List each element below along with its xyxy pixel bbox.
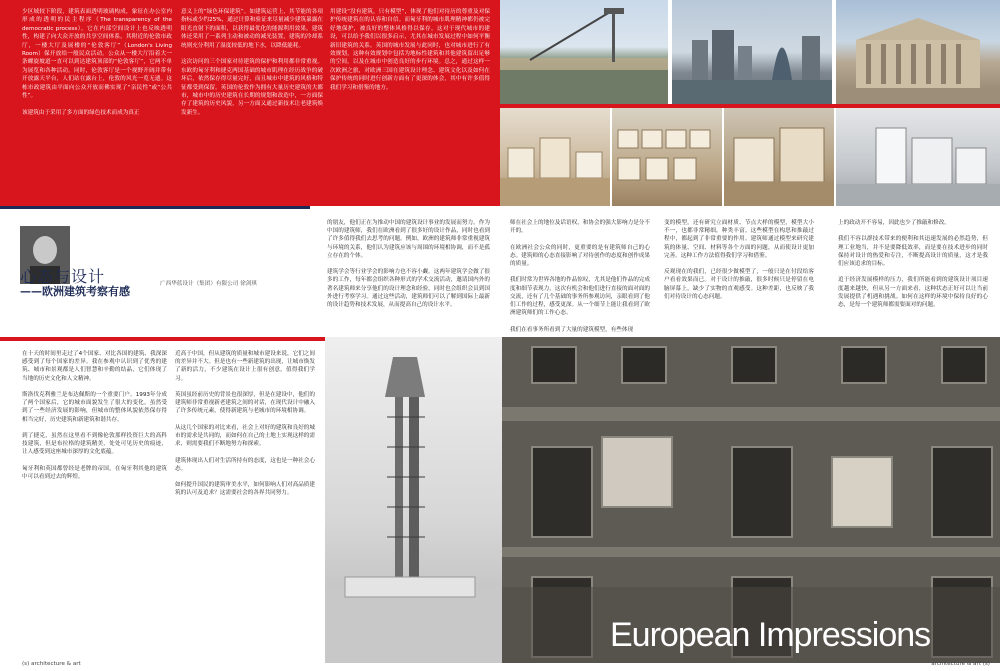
mid-text-col-2: 师在社会上的地位及话语权，和协会的强大影响力是分不开的。 在欧洲社会公众的同时，更重要的是有建筑师自己的心态。建筑师的心态直接影响了对待创作的态度和创作成果的质量。 我们时常为世界各地的作品惊叹，尤其是他们作品的完成度和细节表现力，这次有机会和他们进行直接的面对面的交流，还有了几个基础的事务所参观访问，亲眼看到了他们工作的过程，感受更深。从一个细节上能让我看到了欧洲建筑师们的工作心态。 我们在看事务所看到了大量的建筑模型，有些体现 (510, 220, 650, 333)
photo-london-skyline (672, 0, 832, 104)
photo-budapest-heroes-square (836, 0, 1000, 104)
top-text-col-2: 意义上的“绿色环保建筑”。如建筑运营上，其节能的各项指标或少约25%，通过计算和验证来尽量减少建筑暴露在阳光直射下的面积，以获得最优化的能源利用效果。建筑体还采用了一系列主动和被动的减光装置，建筑的冷却系统则充分利用了湿度较低的地下水，以降低能耗。 这次访问的三个国家对待建筑的保护和利用都非常重视。东欧的匈牙利和捷克两国基础的城市肌理在经历战争的破坏后，依然保存得尽量完好，而且城市中建筑的风格和特征都受到保留。英国的伦敦作为拥有大量历史建筑的大都市，城市中的历史建筑在长期的规划和改造中，一方面保存了建筑的历史风貌，另一方面又通过新技术让老建筑焕发新生。 (181, 9, 323, 116)
article-byline: 广西华蓝设计（集团）有限公司 徐剑琪 (160, 281, 257, 287)
article-title: 心态与设计 (20, 267, 106, 286)
english-title: European Impressions (610, 616, 931, 654)
footer-right: architecture & art (s) (931, 661, 990, 667)
photo-architecture-models-4 (836, 108, 1000, 206)
mid-text-col-3: 变的模型，还有研究立面材质、节点大样的模型，模型大小不一，也都非常精细，种类丰富。这些模型在构思和推敲过程中，都起到了非常重要的作用。建筑师通过模型来研究建筑的体量、空间、材料等各个方面的问题，从而使设计更加完善。这种工作方法值得我们学习和借鉴。 反观现在的我们，已经很少做模型了，一般只是在付段给客户看看效果而已。对于设计的推敲，很多时候只是停留在电脑屏幕上，缺少了实物的直观感受。这种差距，也反映了我们对待设计的心态问题。 (664, 220, 814, 300)
photo-old-building-facade (502, 337, 1000, 663)
photo-bratislava-ufo-bridge (500, 0, 668, 104)
top-text-col-1: 少区域较下阶段，建筑表面透明玻璃构成，象征在办公室内形成的透明的民主程序（The transparency of the democratic process）。它在内部空间设计上也反映透明性，构建了向大众开放的共享空间体系。其附近的伦敦市政厅，一楼大厅及展楼的“伦敦客厅”（London's Living Room）保开放给一般民众活动。公众从一楼大厅沿着大一条螺旋坡道一直可以到达建筑顶部的“伦敦客厅”，它两不单为展览和各种活动。同时，伦敦客厅是一个视野开阔并带有开放露天平台，人们站在露台上，伦敦的风光一览无遗。这栋市政建筑由平面向公众开放而佛实现了“亲民性”或“公共性”。 该建筑由于采用了多方面的绿色技术而成为真正 (22, 9, 172, 116)
photo-architecture-models-3 (724, 108, 834, 206)
footer-left: (s) architecture & art (22, 661, 81, 667)
navy-rule (0, 206, 310, 209)
bottom-text-col-1: 在十天的时间里走过了4个国家、对比各国的建筑、我深深感受到了每个国家的差异。我在参观中认识到了优秀的建筑、城市和景观都是人们智慧和辛勤的结晶，它们体现了当地的历史文化和人文精神。 斯洛伐克利雅兰是布达佩斯的一个重要门户。1993年分成了两个国家后，它的城市面貌发生了很大的变化。虽然受到了一些经济发展的影响，但城市的整体风貌依然保存得相当完好，历史建筑和新建筑和谐共存。 到了捷克，虽然在这里看不到像伦敦那样投资巨大的高科技建筑，但是布拉格的建筑精美，处处可见历史的痕迹，让人感受到这座城市深厚的文化底蕴。 匈牙利和英国都曾经是老牌的帝国，在匈牙利其他的建筑中可以看到过去的辉煌。 (22, 351, 167, 481)
bottom-text-col-2: 近高于中国，但从建筑的质量和城市建设来说，它们之间的差异并不大。但是也有一些新建筑的出现，让城市焕发了新的活力，不少建筑在设计上很有创意，值得我们学习。 英国虽经前历史的背景也很深厚，但是在建设中，他们的建筑师非常重视新老建筑之间的对话，在现代设计中融入了许多传统元素，使得新建筑与老城市的环境相协调。 从这几个国家的对比来看，社会上对好的建筑和良好的城市的需求是共同的，而如何在自己的土地上实现这样的需求，则需要我们不断地努力和探索。 建筑体现出人们对生活所持有的态度，这也是一种社会心态。 如何提升国民的建筑审美水平，如何影响人们对高品质建筑的认可及追求？这需要社会的各界共同努力。 (175, 351, 315, 497)
mid-text-col-1: 的朋友，他们正在为推动中国的建筑设计事业的发展而努力。作为中国的建筑师，我们在欧洲看到了很多好的设计作品，同时也看到了许多值得我们去思考的问题。例如，欧洲的建筑师非常重视建筑与环境的关系，他们认为建筑应该与周围的环境相协调，而不是孤立存在的个体。 建筑学会等行业学会的影响力也不容小觑。这两年建筑学会做了很多的工作，每年都会组织各种形式的学术交流活动，邀请国内外的著名建筑师来分享他们的设计理念和经验，同时也会组织会员到国外进行考察学习。通过这些活动，建筑师们可以了解到国际上最新的设计趋势和技术发展，从而提高自己的设计水平。 (327, 220, 490, 309)
article-subtitle: ——欧洲建筑考察有感 (20, 285, 130, 298)
top-text-col-3: 用建设“没有建筑，只有模型”，体现了他们对待历的尊重及对保护传统建筑在的认容和自信。而匈牙利的城市肌理精神都仍被完好地保护，被良好的整体风格得以保存。这对于现代城市的建设，可以给予我们以很多启示，尤其在城市发展过程中如何平衡新旧建筑的关系。英国的城市发展与此同时，也对城市进行了有效规划，这种有效规划中包括为地标性建筑和其他建筑留出足够的空间，以及在城市中创造良好的步行环境。总之，通过这样一次欧洲之旅，对欧洲三国在建筑设计理念、建筑文化以及如何在保护传统的同时进行创新方面有了更深的体会，其中有许多值得我们学习和借鉴的地方。 (330, 9, 490, 91)
photo-tower-model (325, 337, 502, 663)
red-divider-left (0, 337, 325, 341)
photo-architecture-models-2 (612, 108, 722, 206)
mid-text-col-4: 上的政动开不容易，因此也少了推敲和修改。 我们不容以群技术带来的便利和其迅速发展的必然趋势，但理工业地当，并不是要降低效率，而是要在技术进步的同时保持对设计的热爱和专注，不断提高设计的质量，这才是我们应该追求的目标。 追于经济发展模样的压力，我们所能看到的建筑设计项目速度越来越快，但从另一方面来看，这种状态正好可以让当前发展提供了机遇和挑战。如何在这样的环境中保持良好的心态，是每一个建筑师都需要面对的问题。 (838, 220, 988, 309)
photo-architecture-models-1 (500, 108, 610, 206)
